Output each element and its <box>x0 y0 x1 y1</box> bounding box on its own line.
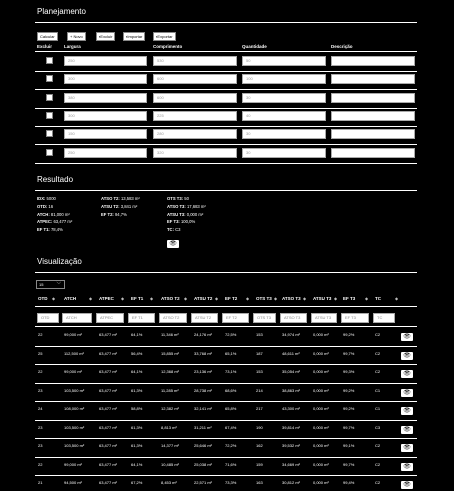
column-header[interactable]: EF T2 <box>225 296 238 301</box>
table-cell: 162 <box>256 443 263 448</box>
table-cell: 35,054 m² <box>282 369 301 374</box>
export-icon: ▪ <box>156 34 158 39</box>
column-header[interactable]: ATCH <box>64 296 77 301</box>
column-filter-input[interactable]: ATSO T3 <box>280 313 307 323</box>
table-cell: 23 <box>38 387 43 393</box>
table-cell: 43,300 m² <box>282 406 301 411</box>
col-largura: Largura <box>64 44 81 49</box>
resultado-col3 <box>167 195 206 234</box>
result-atso-t2: ATSO T2: 13,583 m² <box>101 196 140 201</box>
table-cell: 68,6% <box>225 387 237 393</box>
column-filter-input[interactable]: EF T3 <box>341 313 369 323</box>
comprimento-input[interactable]: 320 <box>153 148 237 158</box>
result-ots-t3: OTS T3: 50 <box>167 196 189 201</box>
table-cell: 217 <box>256 406 263 411</box>
table-cell: C3 <box>375 424 381 430</box>
largura-input[interactable]: 380 <box>64 93 147 103</box>
sort-icon[interactable]: ◆ <box>365 296 369 301</box>
table-cell: 65,1% <box>225 350 237 356</box>
table-cell: 0,000 m² <box>313 424 329 430</box>
column-filter-input[interactable]: ATSU T2 <box>191 313 218 323</box>
quantidade-input[interactable]: 30 <box>242 148 326 158</box>
quantidade-input[interactable]: 30 <box>242 93 326 103</box>
table-cell: 63,477 m² <box>99 406 118 411</box>
largura-input[interactable]: 300 <box>64 74 147 84</box>
table-cell: C1 <box>375 406 381 411</box>
table-row <box>35 328 417 347</box>
table-cell: 0,000 m² <box>313 369 329 374</box>
table-cell: 12,368 m² <box>161 369 180 374</box>
table-cell: 39,532 m² <box>282 443 301 448</box>
table-cell: 153 <box>256 332 263 337</box>
resultado-col1 <box>37 195 72 234</box>
table-cell: 103,500 m² <box>64 443 85 448</box>
table-cell: 72,2% <box>225 443 237 448</box>
resultado-heading: Resultado <box>37 175 74 184</box>
quantidade-input[interactable]: 100 <box>242 74 326 84</box>
table-cell: C2 <box>375 443 381 448</box>
table-cell: 56,4% <box>131 350 143 356</box>
table-cell: 22,571 m² <box>194 480 213 485</box>
table-cell: 153 <box>256 369 263 374</box>
table-cell: 33,768 m² <box>194 350 213 356</box>
table-cell: 99,2% <box>343 387 355 393</box>
table-cell: 22 <box>38 369 43 374</box>
table-cell: 94,500 m² <box>64 480 83 485</box>
table-cell: 24,176 m² <box>194 332 213 337</box>
table-cell: 0,000 m² <box>313 480 329 485</box>
table-cell: 0,000 m² <box>313 350 329 356</box>
eye-icon: 👁 <box>403 352 411 359</box>
result-atso-t3: ATSO T3: 17,683 m² <box>167 203 206 209</box>
table-cell: 99,1% <box>343 443 355 448</box>
table-cell: 103,500 m² <box>64 387 85 393</box>
table-header-divider <box>35 306 417 307</box>
row-view-button[interactable] <box>401 370 413 378</box>
col-excluir: Excluir <box>37 44 53 49</box>
eye-icon: 👁 <box>403 371 411 377</box>
row-select-checkbox[interactable] <box>46 130 53 137</box>
page-size-value: 15 <box>39 282 44 287</box>
table-cell: 25,038 m² <box>194 461 213 467</box>
table-cell: 108,000 m² <box>64 406 85 411</box>
table-cell: 61,3% <box>131 424 143 430</box>
column-filter-input[interactable]: OTS T3 <box>253 313 276 323</box>
column-filter-input[interactable]: ATSO T2 <box>159 313 187 323</box>
table-row <box>35 365 417 384</box>
table-cell: 8,453 m² <box>161 480 177 485</box>
table-cell: 99,7% <box>343 424 355 430</box>
column-header[interactable]: ATSO T3 <box>282 296 301 301</box>
planejamento-heading: Planejamento <box>37 7 86 16</box>
table-row <box>35 384 417 403</box>
sort-icon[interactable]: ◆ <box>334 296 338 301</box>
sort-icon[interactable]: ◆ <box>52 296 56 301</box>
row-select-checkbox[interactable] <box>46 149 53 156</box>
table-cell: 187 <box>256 350 263 356</box>
table-cell: 0,000 m² <box>313 461 329 467</box>
table-cell: 31,211 m² <box>194 424 212 430</box>
chevron-down-icon: ⌵ <box>56 280 61 286</box>
table-cell: 0,000 m² <box>313 387 329 393</box>
table-cell: 99,000 m² <box>64 332 83 337</box>
importar-button-label: Importar <box>127 34 143 39</box>
table-cell: 63,477 m² <box>99 350 118 356</box>
planejamento-row <box>35 146 417 164</box>
table-cell: 190 <box>256 424 263 430</box>
planejamento-row <box>35 127 417 145</box>
table-cell: 30,812 m² <box>282 480 301 485</box>
resultado-col2 <box>101 195 140 218</box>
table-cell: 0,000 m² <box>313 406 329 411</box>
sort-icon[interactable]: ◆ <box>184 296 188 301</box>
largura-input[interactable]: 250 <box>64 148 147 158</box>
comprimento-input[interactable]: 600 <box>153 74 237 84</box>
table-cell: C2 <box>375 480 381 485</box>
table-cell: C1 <box>375 387 381 393</box>
result-atsu-t2: ATSU T2: 3,841 m² <box>101 203 138 209</box>
column-header[interactable]: OTD <box>38 296 48 301</box>
row-view-button[interactable] <box>401 389 413 397</box>
table-cell: 71,6% <box>225 461 237 467</box>
table-cell: 38,863 m² <box>282 387 301 393</box>
table-cell: 0,000 m² <box>313 332 329 337</box>
quantidade-input[interactable]: 30 <box>242 129 326 139</box>
table-cell: 39,814 m² <box>282 424 301 430</box>
table-cell: 159 <box>256 461 263 467</box>
column-filter-input[interactable]: OTD <box>37 313 59 323</box>
table-row <box>35 347 417 366</box>
table-cell: 23 <box>38 424 43 430</box>
column-filter-input[interactable]: ATSU T3 <box>311 313 337 323</box>
sort-icon[interactable]: ◆ <box>215 296 219 301</box>
result-view-button[interactable] <box>167 240 179 248</box>
table-cell: C2 <box>375 332 381 337</box>
quantidade-input[interactable]: 50 <box>242 56 326 66</box>
planejamento-row <box>35 72 417 90</box>
sort-icon[interactable]: ◆ <box>274 296 278 301</box>
column-filter-input[interactable]: ATCH <box>62 313 92 323</box>
result-ef-t2: EF T2: 94,7% <box>101 211 127 217</box>
table-cell: 8,813 m² <box>161 424 177 430</box>
table-cell: 63,477 m² <box>99 443 118 448</box>
largura-input[interactable]: 300 <box>64 111 147 121</box>
sort-icon[interactable]: ◆ <box>246 296 250 301</box>
novo-button[interactable]: + Novo <box>67 32 86 41</box>
table-row <box>35 402 417 421</box>
table-cell: 63,477 m² <box>99 332 118 337</box>
table-cell: 11,285 m² <box>161 387 179 393</box>
table-cell: 61,3% <box>131 443 143 448</box>
table-cell: 63,477 m² <box>99 387 118 393</box>
eye-icon: 👁 <box>169 241 177 247</box>
column-header[interactable]: ATSU T2 <box>194 296 213 301</box>
table-cell: 67,2% <box>131 480 143 485</box>
table-cell: 34,974 m² <box>282 332 301 337</box>
row-view-button[interactable] <box>401 352 413 360</box>
table-cell: 63,477 m² <box>99 480 118 485</box>
sort-icon[interactable]: ◆ <box>303 296 307 301</box>
column-header[interactable]: ATSO T2 <box>161 296 180 301</box>
descricao-input[interactable] <box>331 56 415 66</box>
sort-icon[interactable]: ◆ <box>395 296 399 301</box>
result-atch: ATCH: 81,000 m² <box>37 211 70 217</box>
table-cell: 112,500 m² <box>64 350 84 356</box>
table-cell: 0,000 m² <box>313 443 329 448</box>
table-cell: 99,000 m² <box>64 369 83 374</box>
visualizacao-divider <box>35 272 417 273</box>
sort-icon[interactable]: ◆ <box>150 296 154 301</box>
table-cell: 22 <box>38 461 43 467</box>
table-row <box>35 476 417 491</box>
table-cell: 64,1% <box>131 369 143 374</box>
quantidade-input[interactable]: 40 <box>242 111 326 121</box>
import-icon: ▪ <box>126 34 128 39</box>
table-cell: 61,3% <box>131 387 143 393</box>
excluir-button-label: Excluir <box>100 34 113 39</box>
table-cell: 72,5% <box>225 332 237 337</box>
table-cell: 67,4% <box>225 424 237 430</box>
col-descricao: Descrição <box>331 44 353 49</box>
result-tc: TC: C3 <box>167 227 181 233</box>
comprimento-input[interactable]: 600 <box>153 93 237 103</box>
descricao-input[interactable] <box>331 74 415 84</box>
row-select-checkbox[interactable] <box>46 75 53 82</box>
col-comprimento: Comprimento <box>153 44 183 49</box>
table-cell: 22 <box>38 332 43 337</box>
table-cell: 24 <box>38 406 43 411</box>
eye-icon: 👁 <box>403 389 411 396</box>
table-cell: 214 <box>256 387 263 393</box>
row-view-button[interactable] <box>401 444 413 452</box>
comprimento-input[interactable]: 530 <box>153 56 237 66</box>
row-view-button[interactable] <box>401 426 413 434</box>
table-cell: 64,1% <box>131 461 143 467</box>
eye-icon: 👁 <box>403 426 411 433</box>
table-cell: 99,7% <box>343 350 355 356</box>
visualizacao-heading: Visualização <box>37 257 82 266</box>
column-header[interactable]: EF T1 <box>131 296 144 301</box>
page-size-select[interactable] <box>36 280 65 289</box>
descricao-input[interactable] <box>331 148 415 158</box>
table-row <box>35 421 417 440</box>
planejamento-divider <box>35 22 417 23</box>
result-atpec: ATPEC: 63,477 m² <box>37 219 73 225</box>
table-cell: C2 <box>375 350 381 356</box>
column-header[interactable]: ATPEC <box>99 296 114 301</box>
table-cell: C2 <box>375 461 381 467</box>
eye-icon: 👁 <box>403 463 411 470</box>
planejamento-header-divider <box>35 51 417 52</box>
table-row <box>35 439 417 458</box>
table-row <box>35 458 417 477</box>
table-cell: 10,485 m² <box>161 461 180 467</box>
row-view-button[interactable] <box>401 463 413 471</box>
table-cell: 32,141 m² <box>194 406 213 411</box>
result-ef-t1: EF T1: 78,4% <box>37 227 63 233</box>
column-filter-input[interactable]: EF T2 <box>222 313 249 323</box>
row-select-checkbox[interactable] <box>46 94 53 101</box>
eye-icon: 👁 <box>403 334 411 340</box>
column-filter-input[interactable]: EF T1 <box>128 313 155 323</box>
excluir-button[interactable] <box>96 32 115 41</box>
table-cell: 23,136 m² <box>194 369 213 374</box>
table-cell: 58,8% <box>131 406 143 411</box>
calcular-button[interactable]: Calcular <box>37 32 58 41</box>
result-ef-t3: EF T3: 100,0% <box>167 219 196 225</box>
row-select-checkbox[interactable] <box>46 112 53 119</box>
comprimento-input[interactable]: 225 <box>153 111 237 121</box>
table-cell: 25,646 m² <box>194 443 213 448</box>
column-header[interactable]: OTS T3 <box>256 296 272 301</box>
table-cell: 48,611 m² <box>282 350 300 356</box>
sort-icon[interactable]: ◆ <box>89 296 93 301</box>
largura-input[interactable]: 150 <box>64 129 147 139</box>
table-cell: C2 <box>375 369 381 374</box>
result-atsu-t3: ATSU T3: 0,000 m² <box>167 211 204 217</box>
table-cell: 99,2% <box>343 332 355 337</box>
row-select-checkbox[interactable] <box>46 57 53 64</box>
result-otd: OTD: 16 <box>37 203 54 209</box>
planejamento-row <box>35 91 417 109</box>
table-cell: 103,500 m² <box>64 424 85 430</box>
eye-icon: 👁 <box>403 408 411 414</box>
table-cell: 11,346 m² <box>161 332 179 337</box>
row-view-button[interactable] <box>401 333 413 341</box>
descricao-input[interactable] <box>331 93 415 103</box>
eye-icon: 👁 <box>403 445 411 451</box>
largura-input[interactable]: 250 <box>64 56 147 66</box>
col-quantidade: Quantidade <box>242 44 267 49</box>
planejamento-row <box>35 54 417 72</box>
table-cell: 65,8% <box>225 406 237 411</box>
table-cell: 73,1% <box>225 369 237 374</box>
row-view-button[interactable] <box>401 481 413 489</box>
table-cell: 23 <box>38 443 43 448</box>
table-cell: 99,000 m² <box>64 461 83 467</box>
sort-icon[interactable]: ◆ <box>121 296 125 301</box>
descricao-input[interactable] <box>331 129 415 139</box>
resultado-divider <box>35 190 417 191</box>
table-cell: 73,3% <box>225 480 237 485</box>
table-cell: 163 <box>256 480 263 485</box>
table-cell: 63,477 m² <box>99 424 118 430</box>
column-header[interactable]: ATSU T3 <box>313 296 332 301</box>
importar-button[interactable] <box>123 32 145 41</box>
row-view-button[interactable] <box>401 407 413 415</box>
eye-icon: 👁 <box>403 482 411 488</box>
descricao-input[interactable] <box>331 111 415 121</box>
trash-icon: ▪ <box>99 34 101 39</box>
table-cell: 99,7% <box>343 461 355 467</box>
table-cell: 63,477 m² <box>99 461 118 467</box>
table-cell: 34,669 m² <box>282 461 301 467</box>
table-cell: 15,855 m² <box>161 350 180 356</box>
table-cell: 99,4% <box>343 480 355 485</box>
table-cell: 63,477 m² <box>99 369 118 374</box>
planejamento-row <box>35 109 417 127</box>
exportar-button-label: Exportar <box>157 34 173 39</box>
exportar-button[interactable] <box>153 32 176 41</box>
comprimento-input[interactable]: 280 <box>153 129 237 139</box>
column-filter-input[interactable]: ATPEC <box>96 313 124 323</box>
table-cell: 28,738 m² <box>194 387 213 393</box>
table-cell: 21 <box>38 480 43 485</box>
table-cell: 12,382 m² <box>161 406 180 411</box>
table-filter-divider <box>35 326 417 327</box>
column-header[interactable]: TC <box>375 296 381 301</box>
table-cell: 99,3% <box>343 369 355 374</box>
table-cell: 99,2% <box>343 406 355 411</box>
table-cell: 64,1% <box>131 332 143 337</box>
row-divider <box>35 163 417 164</box>
result-idx: IDX: 5000 <box>37 196 56 201</box>
table-cell: 14,377 m² <box>161 443 180 448</box>
column-filter-input[interactable]: TC <box>373 313 395 323</box>
column-header[interactable]: EF T3 <box>343 296 356 301</box>
table-cell: 25 <box>38 350 43 356</box>
